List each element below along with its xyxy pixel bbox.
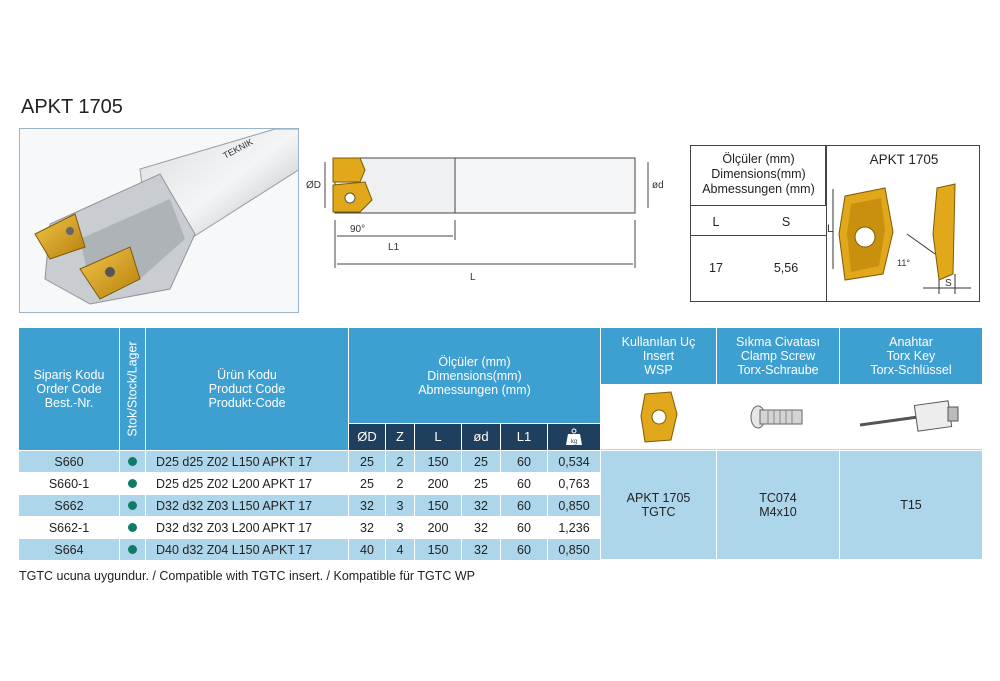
weight-cell: 1,236: [548, 517, 600, 538]
diameter-D-cell: 32: [349, 517, 385, 538]
angle-label: 90°: [350, 224, 366, 235]
dims-header-de: Abmessungen (mm): [702, 182, 815, 196]
dims-header-en: Dimensions(mm): [711, 167, 806, 181]
insert-image: [601, 385, 716, 450]
in-stock-dot: [128, 457, 137, 466]
L1-label: L1: [388, 242, 400, 253]
key-header-de: Torx-Schlüssel: [870, 363, 952, 377]
diameter-D-cell: 25: [349, 451, 385, 472]
technical-drawing: [300, 140, 680, 290]
weight-icon: [565, 428, 583, 446]
col-L-header: L: [415, 424, 461, 450]
diameter-D-label: ØD: [306, 180, 321, 191]
insert-value-cell: [601, 451, 716, 559]
diameter-d-cell: 32: [462, 517, 500, 538]
key-value-cell: T15: [840, 451, 982, 559]
screw-value-code: TC074: [759, 491, 797, 505]
length-L1-cell: 60: [501, 451, 547, 472]
in-stock-dot: [128, 501, 137, 510]
col-L1-header: L1: [501, 424, 547, 450]
insert-figure: [827, 174, 977, 300]
product-code-header-de: Produkt-Code: [208, 396, 286, 410]
col-L-header: L: [712, 215, 720, 229]
insert-name: APKT 1705: [869, 152, 939, 167]
insert-value-grade: TGTC: [641, 505, 676, 519]
product-code-cell: D25 d25 Z02 L200 APKT 17: [146, 473, 348, 494]
diameter-D-cell: 40: [349, 539, 385, 560]
order-code-header-tr: Sipariş Kodu: [33, 368, 105, 382]
teeth-Z-cell: 3: [386, 495, 414, 516]
diameter-d-cell: 25: [462, 473, 500, 494]
teeth-Z-cell: 3: [386, 517, 414, 538]
teeth-Z-cell: 2: [386, 451, 414, 472]
product-code-cell: D32 d32 Z03 L200 APKT 17: [146, 517, 348, 538]
order-code-header: [19, 328, 119, 450]
key-image: [840, 385, 982, 450]
insert-value-name: APKT 1705: [626, 491, 691, 505]
svg-text:kg: kg: [570, 439, 578, 445]
stock-indicator: [120, 517, 145, 538]
weight-cell: 0,850: [548, 495, 600, 516]
stock-indicator: [120, 539, 145, 560]
screw-header-de: Torx-Schraube: [737, 363, 819, 377]
screw-header-en: Clamp Screw: [740, 349, 816, 363]
torx-key-icon: [856, 395, 966, 439]
screw-header-tr: Sıkma Civatası: [735, 335, 821, 349]
weight-cell: 0,763: [548, 473, 600, 494]
L-label: L: [470, 272, 476, 283]
value-L: 17: [709, 261, 723, 275]
product-code-header: [146, 328, 348, 450]
key-header-en: Torx Key: [886, 349, 936, 363]
length-L-cell: 150: [415, 539, 461, 560]
order-code-cell: S664: [19, 539, 119, 560]
in-stock-dot: [128, 523, 137, 532]
col-weight-header: [548, 424, 600, 450]
fig-angle-label: 11°: [897, 258, 910, 268]
insert-icon: [637, 390, 681, 444]
weight-cell: 0,850: [548, 539, 600, 560]
brand-logo: TEKNIK: [221, 136, 255, 161]
value-S: 5,56: [773, 261, 799, 275]
col-d-header: ød: [462, 424, 500, 450]
diameter-d-cell: 25: [462, 451, 500, 472]
in-stock-dot: [128, 545, 137, 554]
insert-dimension-box: [690, 145, 980, 302]
col-Z-header: Z: [386, 424, 414, 450]
teeth-Z-cell: 4: [386, 539, 414, 560]
length-L-cell: 150: [415, 451, 461, 472]
tool-photo: [19, 128, 299, 313]
diameter-D-cell: 25: [349, 473, 385, 494]
dimensions-header-en: Dimensions(mm): [427, 368, 522, 383]
screw-image: [717, 385, 839, 450]
fig-L-label: L: [827, 223, 834, 235]
length-L-cell: 150: [415, 495, 461, 516]
order-code-cell: S660: [19, 451, 119, 472]
product-code-cell: D32 d32 Z03 L150 APKT 17: [146, 495, 348, 516]
teeth-Z-cell: 2: [386, 473, 414, 494]
dimensions-header-de: Abmessungen (mm): [418, 382, 531, 397]
screw-value-size: M4x10: [759, 505, 797, 519]
length-L1-cell: 60: [501, 539, 547, 560]
length-L1-cell: 60: [501, 495, 547, 516]
screw-value-cell: [717, 451, 839, 559]
product-code-cell: D40 d32 Z04 L150 APKT 17: [146, 539, 348, 560]
product-code-header-tr: Ürün Kodu: [217, 368, 277, 382]
length-L-cell: 200: [415, 517, 461, 538]
product-title: APKT 1705: [21, 96, 123, 118]
diameter-d-label: ød: [652, 180, 664, 191]
stock-header-label: Stok/Stock/Lager: [125, 341, 140, 437]
dimensions-header: [349, 328, 600, 423]
order-code-cell: S662-1: [19, 517, 119, 538]
diameter-d-cell: 32: [462, 495, 500, 516]
order-code-cell: S662: [19, 495, 119, 516]
stock-header: [120, 328, 145, 450]
col-S-header: S: [781, 215, 791, 229]
length-L1-cell: 60: [501, 517, 547, 538]
insert-header-de: WSP: [644, 363, 673, 377]
weight-cell: 0,534: [548, 451, 600, 472]
diameter-d-cell: 32: [462, 539, 500, 560]
length-L1-cell: 60: [501, 473, 547, 494]
in-stock-dot: [128, 479, 137, 488]
order-code-header-de: Best.-Nr.: [44, 396, 94, 410]
diameter-D-cell: 32: [349, 495, 385, 516]
product-code-header-en: Product Code: [208, 382, 286, 396]
insert-header-tr: Kullanılan Uç: [621, 335, 696, 349]
stock-indicator: [120, 495, 145, 516]
key-header: [840, 328, 982, 384]
screw-header: [717, 328, 839, 384]
stock-indicator: [120, 451, 145, 472]
dimensions-header-tr: Ölçüler (mm): [438, 354, 511, 369]
order-code-cell: S660-1: [19, 473, 119, 494]
footnote: TGTC ucuna uygundur. / Compatible with TGTC insert. / Kompatible für TGTC WP: [19, 569, 475, 583]
product-code-cell: D25 d25 Z02 L150 APKT 17: [146, 451, 348, 472]
order-code-header-en: Order Code: [36, 382, 102, 396]
dims-header-tr: Ölçüler (mm): [722, 152, 795, 166]
screw-icon: [748, 402, 808, 432]
key-header-tr: Anahtar: [889, 335, 933, 349]
stock-indicator: [120, 473, 145, 494]
insert-header-en: Insert: [642, 349, 675, 363]
fig-S-label: S: [945, 278, 952, 289]
col-D-header: ØD: [349, 424, 385, 450]
length-L-cell: 200: [415, 473, 461, 494]
insert-header: [601, 328, 716, 384]
